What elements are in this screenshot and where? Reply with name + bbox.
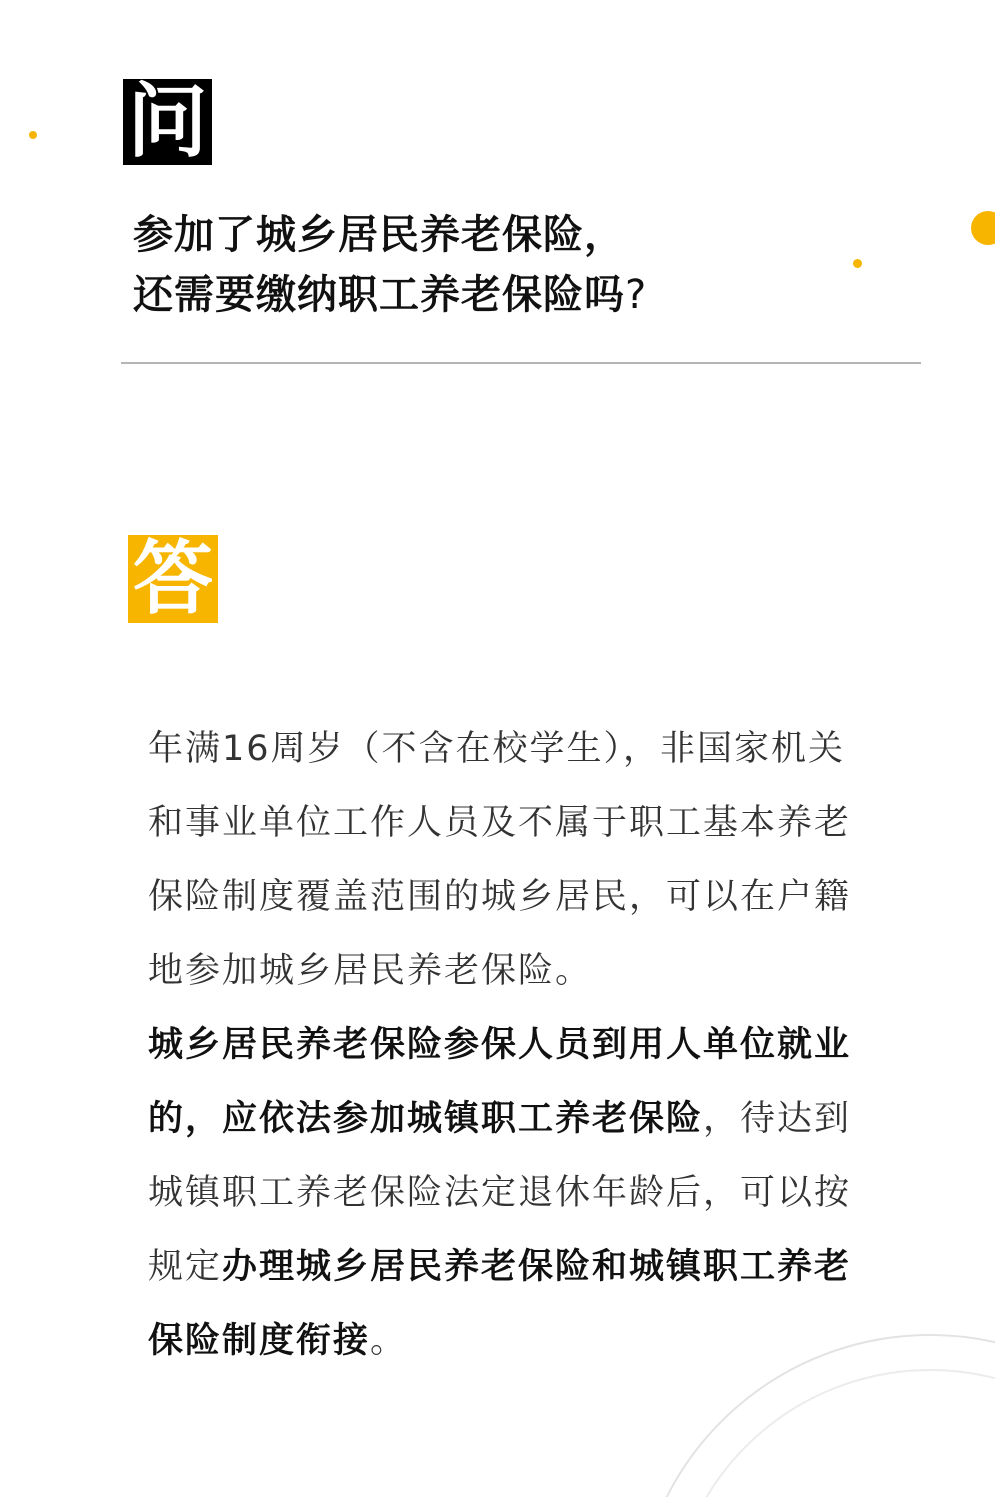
divider [121, 362, 921, 364]
decorative-dot [29, 131, 37, 139]
question-line-2-text: 还需要缴纳职工养老保险吗 [133, 272, 625, 318]
question-text [133, 205, 893, 325]
question-badge: 问 [123, 79, 212, 165]
question-mark: ? [625, 272, 648, 318]
decorative-arcs [600, 1300, 995, 1497]
answer-end-punct: 。 [370, 1321, 408, 1361]
answer-text [148, 712, 868, 1378]
answer-paragraph-1: 年满16周岁（不含在校学生），非国家机关和事业单位工作人员及不属于职工基本养老保险制度覆盖范围的城乡居民，可以在户籍地参加城乡居民养老保险。 [148, 729, 852, 991]
answer-badge: 答 [128, 535, 218, 623]
answer-highlight-1: 城乡居民养老保险参保人员到用人单位就业的，应依法参加城镇职工养老保险 [148, 1025, 852, 1139]
decorative-dot-large [971, 211, 995, 245]
question-line-2 [133, 265, 893, 325]
answer-highlight-2: 办理城乡居民养老保险和城镇职工养老保险制度衔接 [148, 1247, 852, 1361]
answer-normal-text: ，待达到城镇职工养老保险法定退休年龄后，可以按规定 [148, 1099, 852, 1287]
question-line-1: 参加了城乡居民养老保险， [133, 212, 625, 258]
